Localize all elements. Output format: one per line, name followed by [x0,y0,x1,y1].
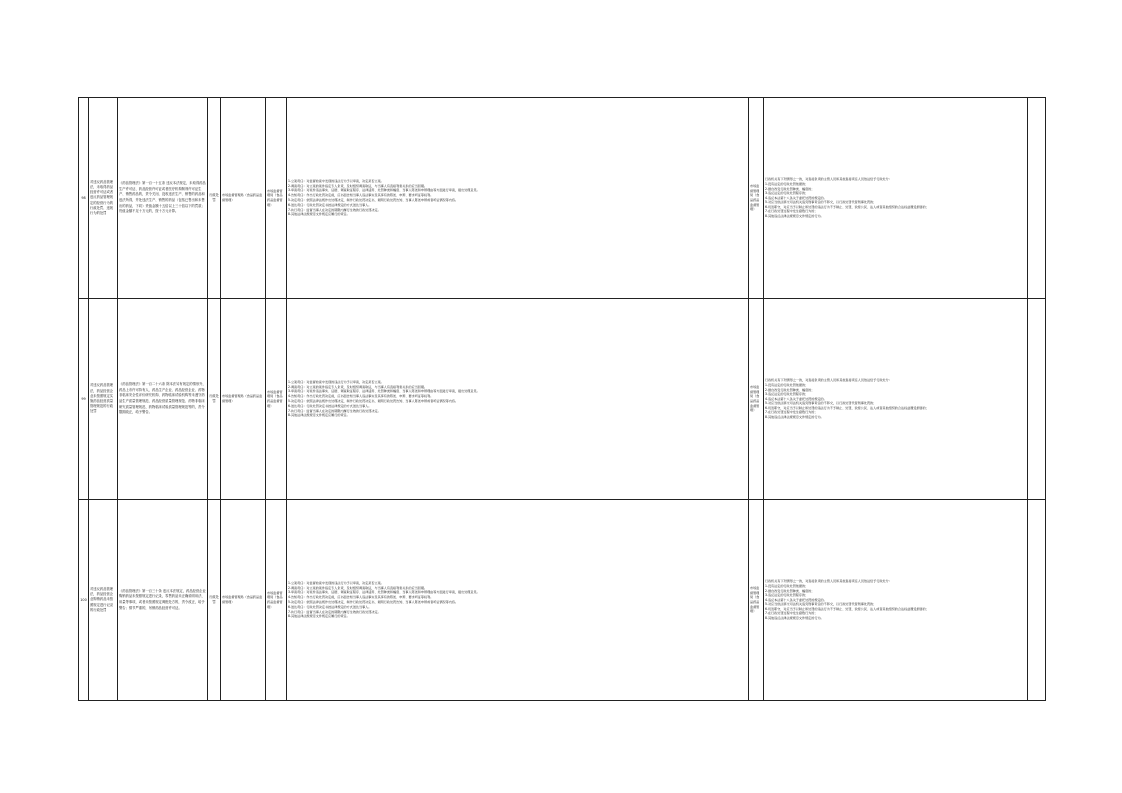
responsibility-line: 7.执行责任：监督当事人在决定的期限内履行生效的行政处罚决定。 [288,207,381,212]
responsibility-line: 3.审查责任：对案件违法事实、证据、调查取证程序、法律适用、处罚种类和幅度、当事人陈述和申辩理由等方面进行审查，提出处理意见。 [288,590,480,595]
accountability-line: 8.其他违反法律法规规章文件规定的行为。 [765,616,824,621]
responsibility-line: 8.其他法律法规规章文件规定应履行的责任。 [288,614,350,619]
accountability-line: 3.违反法定的行政处罚程序的； [765,191,809,196]
row-number: 100 [79,500,89,701]
accountability-basis [764,299,1028,500]
responsibility-line: 7.执行责任：监督当事人在决定的期限内履行生效的行政处罚决定。 [288,408,381,413]
legal-basis: 《药品管理法》第一百二十六条 除本法另有规定的情形外，药品上市许可持有人、药品生产企业、药品经营企业、药物非临床安全性评价研究机构、药物临床试验机构等未遵守药品生产质量管理规范、药品经营质量管理规范、药物非临床研究质量管理规范、药物临床试验质量管理规范等的，责令限期改正，给予警告。 [118,299,208,500]
accountability-line: 行政机关有下列情形之一的，对直接负责的主管人员和其他直接责任人员依法给予行政处分： [765,177,892,182]
responsibility-items [287,98,749,299]
implementing-subject: 市场监督管理局（食品药品监督管理） [221,299,266,500]
responsibility-line: 3.审查责任：对案件违法事实、证据、调查取证程序、法律适用、处罚种类和幅度、当事人陈述和申辩理由等方面进行审查，提出处理意见。 [288,389,480,394]
item-name: 对违反药品管理法，药品经营企业购销药品未按照规定进行记录的行政处罚 [89,500,118,701]
table-row [79,98,1046,299]
item-name: 对违反药品管理法，药品经营企业未按照规定实施药品经营质量管理规范的行政处罚 [89,299,118,500]
accountability-basis [764,98,1028,299]
responsibility-table-wrap [78,97,1045,700]
accountability-line: 行政机关有下列情形之一的，对直接负责的主管人员和其他直接责任人员依法给予行政处分： [765,378,892,383]
responsibility-line: 3.审查责任：对案件违法事实、证据、调查取证程序、法律适用、处罚种类和幅度、当事人陈述和申辩理由等方面进行审查，提出处理意见。 [288,188,480,193]
accountability-subject: 市场监督管理局（食品药品监督管理） [749,500,764,701]
accountability-line: 3.违反法定的行政处罚程序的； [765,392,809,397]
responsibility-line: 4.告知责任：作出行政处罚决定前，应书面告知当事人违法事实及其享有的陈述、申辩、要求听证等权利。 [288,595,434,600]
responsibility-line: 1.立案责任：对监督检查中发现的违法行为予以审查，决定是否立案。 [288,580,384,585]
accountability-line: 4.违反本法第十八条关于委托处罚的规定的。 [765,195,827,200]
responsibility-line: 7.执行责任：监督当事人在决定的期限内履行生效的行政处罚决定。 [288,609,381,614]
responsibility-table [78,97,1046,701]
item-type: 行政处罚 [208,98,221,299]
accountability-line: 5.对应当依法移交司法机关追究刑事责任的不移交，以行政处罚代替刑事处罚的； [765,200,877,205]
responsibility-line: 5.决定责任：依照法律法规作出处理决定，制作行政处罚决定书，载明行政处罚告知、当事人陈述申辩或者听证情况等内容。 [288,600,459,604]
accountability-line: 6.玩忽职守，对应当予以制止和处罚的违法行为不予制止、处罚，致使公民、法人或者其他组织的合法权益遭受损害的； [765,204,929,209]
accountability-line: 7.在行政处罚过程中发生腐败行为的； [765,209,818,214]
implementing-subject: 市场监督管理局（食品药品监督管理） [221,98,266,299]
responsibility-line: 1.立案责任：对监督检查中发现的违法行为予以审查，决定是否立案。 [288,379,384,384]
accountability-line: 1.没有法定的行政处罚依据的； [765,583,809,588]
item-type: 行政处罚 [208,299,221,500]
accountability-line: 8.其他违反法律法规规章文件规定的行为。 [765,415,824,420]
remarks-cell [1028,299,1046,500]
responsibility-line: 6.送达责任：行政处罚决定书按法律规定的方式送达当事人。 [288,403,372,408]
accountability-line: 4.违反本法第十八条关于委托处罚的规定的。 [765,597,827,602]
responsibility-line: 2.调查责任：对立案的案件指定专人负责，及时组织调查取证，与当事人有直接利害关系的应当回避。 [288,585,428,590]
legal-basis: 《药品管理法》第一百三十条 违反本法规定，药品经营企业购销药品未按照规定进行记录，零售药品未正确说明用法、用量等事项，或者未按照规定调配处方的，责令改正，给予警告；情节严重的，吊销药品经营许可证。 [118,500,208,701]
table-row [79,299,1046,500]
accountability-subject: 市场监督管理局（食品药品监督管理） [749,98,764,299]
accountability-line: 5.对应当依法移交司法机关追究刑事责任的不移交，以行政处罚代替刑事处罚的； [765,401,877,406]
responsibility-line: 8.其他法律法规规章文件规定应履行的责任。 [288,413,350,418]
responsibility-line: 4.告知责任：作出行政处罚决定前，应书面告知当事人违法事实及其享有的陈述、申辩、要求听证等权利。 [288,193,434,198]
accountability-line: 7.在行政处罚过程中发生腐败行为的； [765,410,818,415]
responsibility-line: 5.决定责任：依照法律法规作出处理决定，制作行政处罚决定书，载明行政处罚告知、当事人陈述申辩或者听证情况等内容。 [288,198,459,202]
responsibility-items [287,500,749,701]
responsibility-line: 2.调查责任：对立案的案件指定专人负责，及时组织调查取证，与当事人有直接利害关系的应当回避。 [288,183,428,188]
responsible-department: 市场监督管理局（食品药品监督管理） [266,500,287,701]
responsible-department: 市场监督管理局（食品药品监督管理） [266,299,287,500]
responsibility-line: 2.调查责任：对立案的案件指定专人负责，及时组织调查取证，与当事人有直接利害关系的应当回避。 [288,384,428,389]
responsibility-line: 4.告知责任：作出行政处罚决定前，应书面告知当事人违法事实及其享有的陈述、申辩、要求听证等权利。 [288,394,434,399]
row-number: 99 [79,299,89,500]
accountability-subject: 市场监督管理局（食品药品监督管理） [749,299,764,500]
responsibility-line: 1.立案责任：对监督检查中发现的违法行为予以审查，决定是否立案。 [288,178,384,183]
responsibility-items [287,299,749,500]
accountability-line: 4.违反本法第十八条关于委托处罚的规定的。 [765,396,827,401]
accountability-line: 3.违反法定的行政处罚程序的； [765,593,809,598]
accountability-line: 1.没有法定的行政处罚依据的； [765,181,809,186]
accountability-line: 2.擅自改变行政处罚种类、幅度的； [765,186,815,191]
remarks-cell [1028,98,1046,299]
responsibility-line: 5.决定责任：依照法律法规作出处理决定，制作行政处罚决定书，载明行政处罚告知、当事人陈述申辩或者听证情况等内容。 [288,399,459,403]
row-number: 98 [79,98,89,299]
accountability-line: 8.其他违反法律法规规章文件规定的行为。 [765,214,824,219]
responsibility-line: 6.送达责任：行政处罚决定书按法律规定的方式送达当事人。 [288,202,372,207]
responsibility-line: 8.其他法律法规规章文件规定应履行的责任。 [288,212,350,217]
legal-basis: 《药品管理法》第一百一十五条 违反本法规定，未取得药品生产许可证、药品经营许可证或者医疗机构制剂许可证生产、销售药品的，责令关闭，没收违法生产、销售的药品和违法所得，并处违法生产、销售的药品（包括已售出和未售出的药品，下同）货值金额十五倍以上三十倍以下的罚款；货值金额不足十万元的，按十万元计算。 [118,98,208,299]
table-body [79,98,1046,701]
responsibility-line: 6.送达责任：行政处罚决定书按法律规定的方式送达当事人。 [288,604,372,609]
accountability-line: 7.在行政处罚过程中发生腐败行为的； [765,611,818,616]
accountability-line: 5.对应当依法移交司法机关追究刑事责任的不移交，以行政处罚代替刑事处罚的； [765,602,877,607]
remarks-cell [1028,500,1046,701]
accountability-line: 1.没有法定的行政处罚依据的； [765,382,809,387]
implementing-subject: 市场监督管理局（食品药品监督管理） [221,500,266,701]
accountability-basis [764,500,1028,701]
accountability-line: 行政机关有下列情形之一的，对直接负责的主管人员和其他直接责任人员依法给予行政处分： [765,579,892,584]
accountability-line: 6.玩忽职守，对应当予以制止和处罚的违法行为不予制止、处罚，致使公民、法人或者其他组织的合法权益遭受损害的； [765,606,929,611]
table-row [79,500,1046,701]
responsible-department: 市场监督管理局（食品药品监督管理） [266,98,287,299]
accountability-line: 2.擅自改变行政处罚种类、幅度的； [765,387,815,392]
item-type: 行政处罚 [208,500,221,701]
accountability-line: 6.玩忽职守，对应当予以制止和处罚的违法行为不予制止、处罚，致使公民、法人或者其他组织的合法权益遭受损害的； [765,405,929,410]
item-name: 对违反药品管理法，未取得药品经营许可证或者违反药品管理规定的经营行为的行政处罚、违规行为的处罚 [89,98,118,299]
accountability-line: 2.擅自改变行政处罚种类、幅度的； [765,588,815,593]
